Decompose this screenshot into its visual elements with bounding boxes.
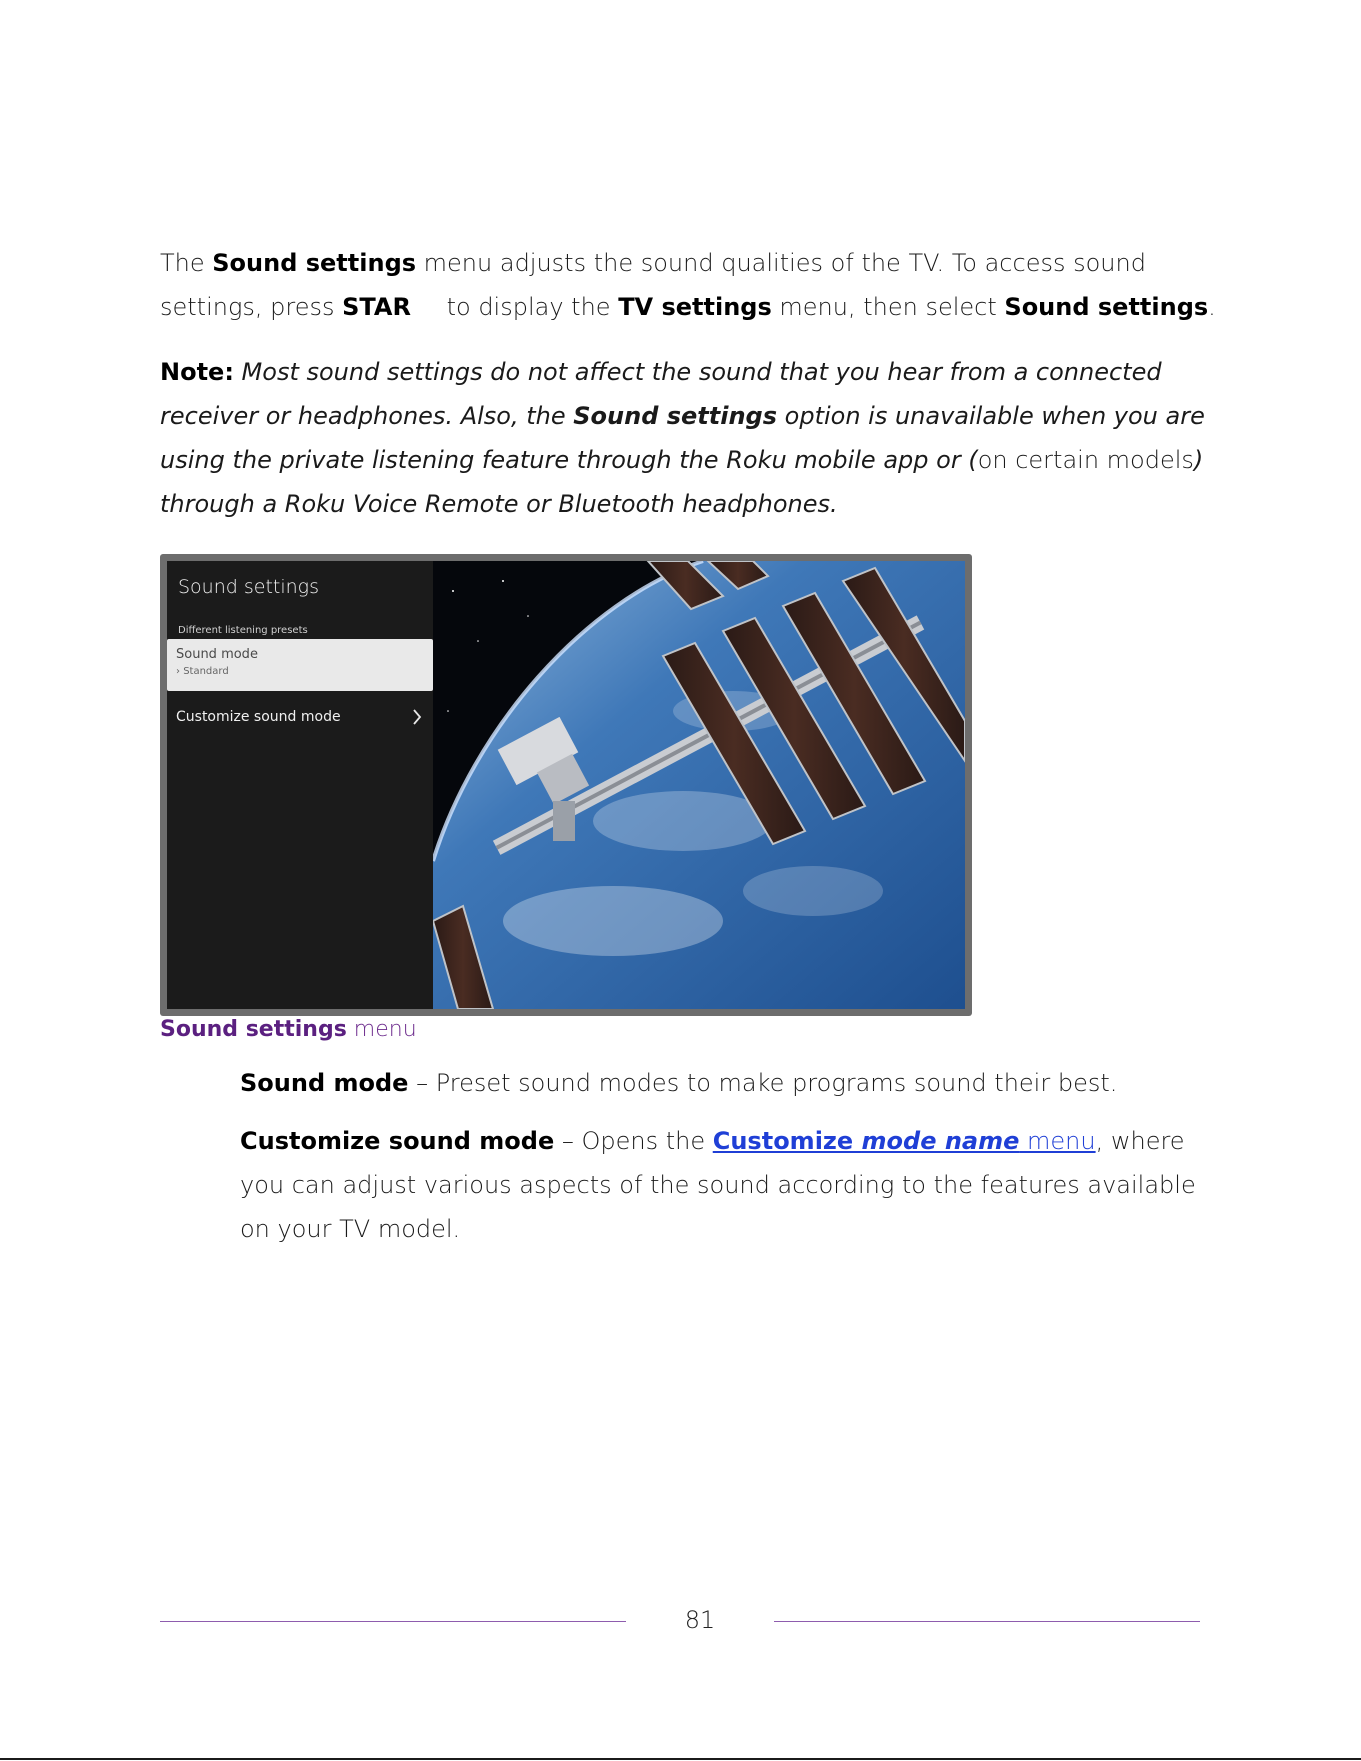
definition-text: , where you can adjust various aspects of the sound according to the features available on your TV model. — [240, 1127, 1196, 1243]
tv-screenshot — [160, 554, 972, 1016]
link-text: menu — [1019, 1127, 1096, 1155]
intro-text: The — [160, 249, 213, 277]
menu-item-value — [176, 666, 229, 677]
link-text-bold: Customize — [712, 1127, 862, 1155]
link-text-bold-italic: mode name — [861, 1127, 1020, 1155]
page-number: 81 — [684, 1606, 716, 1634]
customize-mode-name-menu-link[interactable] — [713, 1127, 1096, 1155]
definition-term: Sound mode — [240, 1069, 409, 1097]
note-label: Note: — [160, 358, 234, 386]
menu-item-label: Customize sound mode — [176, 709, 341, 725]
note-text: option is unavailable when you are using the private listening feature through the Roku mobile app or ( — [160, 402, 1205, 474]
definition-text: – Opens the — [554, 1127, 713, 1155]
note-term: Sound settings — [573, 402, 778, 430]
definition-sound-mode — [240, 1061, 1200, 1105]
intro-text: menu adjusts the sound qualities of the TV. To access sound settings, press — [160, 249, 1146, 321]
definition-term: Customize sound mode — [240, 1127, 555, 1155]
caption-text: menu — [346, 1017, 417, 1042]
menu-item-label: Sound mode — [176, 647, 258, 662]
chevron-right-icon — [411, 708, 423, 726]
selected-value-text: Standard — [183, 666, 229, 677]
tv-screen — [167, 561, 965, 1009]
figure-caption — [160, 1017, 417, 1042]
menu-subtitle: Different listening presets — [178, 625, 308, 636]
chevron-right-icon: › — [176, 666, 184, 677]
intro-text: . — [1208, 293, 1216, 321]
intro-text: menu, then select — [771, 293, 1005, 321]
intro-key-star: STAR — [342, 293, 411, 321]
footer-rule-right — [774, 1621, 1200, 1622]
note-text: ) through a Roku Voice Remote or Bluetooth headphones. — [160, 446, 1204, 518]
intro-term-tv-settings: TV settings — [618, 293, 772, 321]
note-text: on certain models — [977, 446, 1194, 474]
menu-item-customize-sound-mode[interactable] — [167, 701, 433, 731]
caption-term: Sound settings — [160, 1017, 347, 1042]
menu-item-sound-mode[interactable] — [167, 639, 433, 691]
intro-text: to display the — [438, 293, 619, 321]
definition-customize-sound-mode — [240, 1119, 1200, 1251]
intro-term-sound-settings-2: Sound settings — [1004, 293, 1209, 321]
space-station-background-image — [433, 561, 965, 1009]
menu-title: Sound settings — [178, 576, 319, 598]
page-bottom-edge — [0, 1758, 1361, 1760]
footer-rule-left — [160, 1621, 626, 1622]
definition-text: – Preset sound modes to make programs sound their best. — [408, 1069, 1118, 1097]
note-text: Most sound settings do not affect the sound that you hear from a connected receiver or headphones. Also, the — [160, 358, 1162, 430]
intro-term-sound-settings: Sound settings — [212, 249, 417, 277]
note-paragraph — [160, 350, 1220, 526]
intro-paragraph — [160, 241, 1220, 329]
sound-settings-panel — [167, 561, 433, 1009]
